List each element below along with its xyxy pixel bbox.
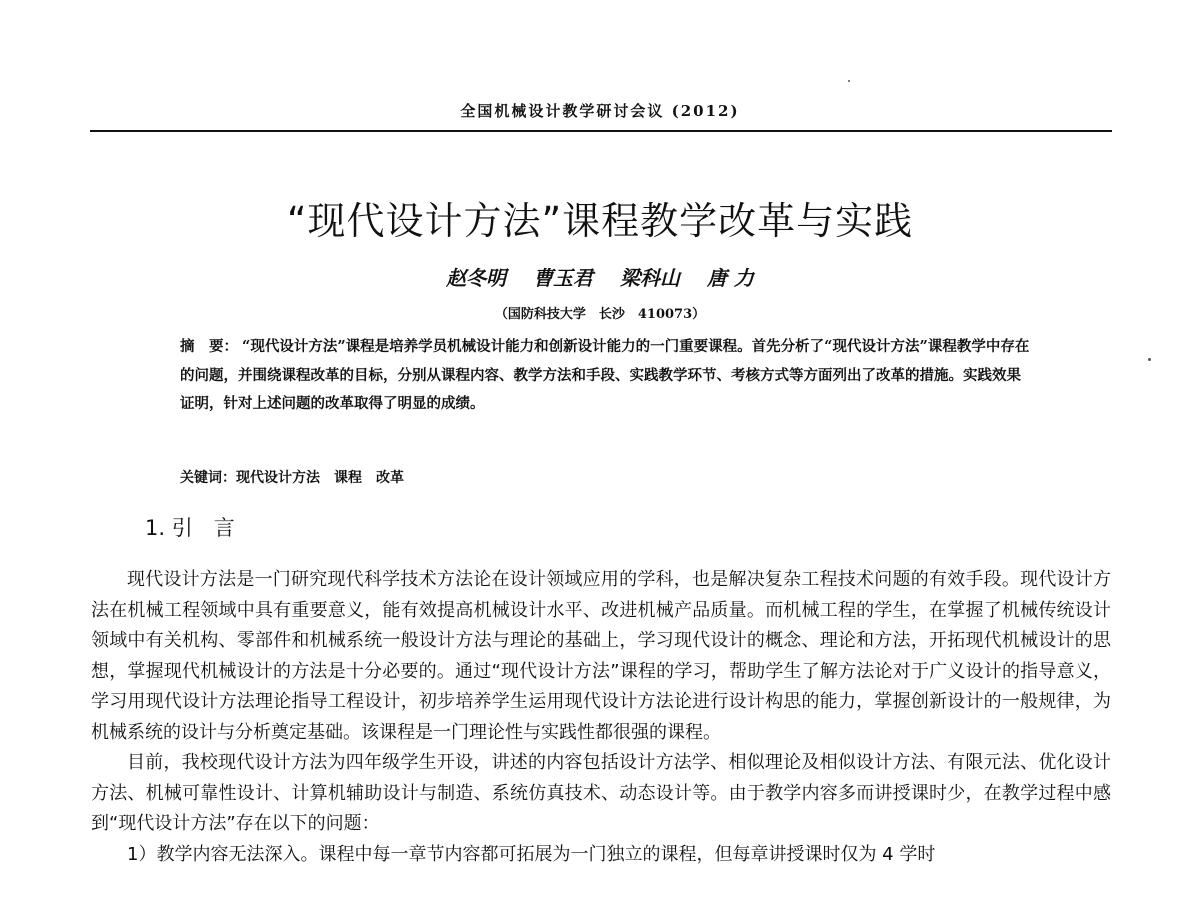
author: 赵冬明	[446, 266, 507, 290]
paper-title: “现代设计方法”课程教学改革与实践	[286, 199, 914, 243]
keyword: 课程	[334, 470, 362, 486]
author-list	[0, 262, 1200, 291]
author: 曹玉君	[533, 266, 594, 290]
abstract-text: “现代设计方法”课程是培养学员机械设计能力和创新设计能力的一门重要课程。首先分析了“现代设计方法”课程教学中存在的问题，并围绕课程改革的目标，分别从课程内容、教学方法和手段、实践教学环节、考核方式等方面列出了改革的措施。实践效果证明，针对上述问题的改革取得了明显的成绩。	[180, 338, 1030, 412]
running-header: 全国机械设计教学研讨会议 (2012)	[460, 102, 740, 120]
keywords-label: 关键词：	[180, 470, 236, 486]
keywords	[180, 467, 1030, 487]
abstract	[180, 333, 1030, 419]
scan-speck	[848, 80, 850, 82]
scan-speck	[1148, 358, 1151, 361]
header-rule	[90, 130, 1112, 132]
paragraph: 1）教学内容无法深入。课程中每一章节内容都可拓展为一门独立的课程，但每章讲授课时仅为 4 学时	[127, 843, 936, 865]
keyword: 现代设计方法	[236, 470, 320, 486]
author: 梁科山	[620, 266, 680, 290]
affiliation: （国防科技大学 长沙 410073）	[494, 307, 706, 322]
paragraph: 目前，我校现代设计方法为四年级学生开设，讲述的内容包括设计方法学、相似理论及相似设计方法、有限元法、优化设计方法、机械可靠性设计、计算机辅助设计与制造、系统仿真技术、动态设计等。由于教学内容多而讲授课时少，在教学过程中感到“现代设计方法”存在以下的问题：	[91, 752, 1111, 834]
abstract-label: 摘 要：	[180, 338, 238, 355]
body-text	[91, 565, 1111, 870]
author: 唐 力	[706, 266, 754, 290]
keyword: 改革	[376, 470, 404, 486]
section-heading: 1. 引 言	[145, 516, 235, 540]
paragraph: 现代设计方法是一门研究现代科学技术方法论在设计领域应用的学科，也是解决复杂工程技术问题的有效手段。现代设计方法在机械工程领域中具有重要意义，能有效提高机械设计水平、改进机械产品质量。而机械工程的学生，在掌握了机械传统设计领域中有关机构、零部件和机械系统一般设计方法与理论的基础上，学习现代设计的概念、理论和方法，开拓现代机械设计的思想，掌握现代机械设计的方法是十分必要的。通过“现代设计方法”课程的学习，帮助学生了解方法论对于广义设计的指导意义，学习用现代设计方法理论指导工程设计，初步培养学生运用现代设计方法论进行设计构思的能力，掌握创新设计的一般规律，为机械系统的设计与分析奠定基础。该课程是一门理论性与实践性都很强的课程。	[91, 569, 1111, 743]
